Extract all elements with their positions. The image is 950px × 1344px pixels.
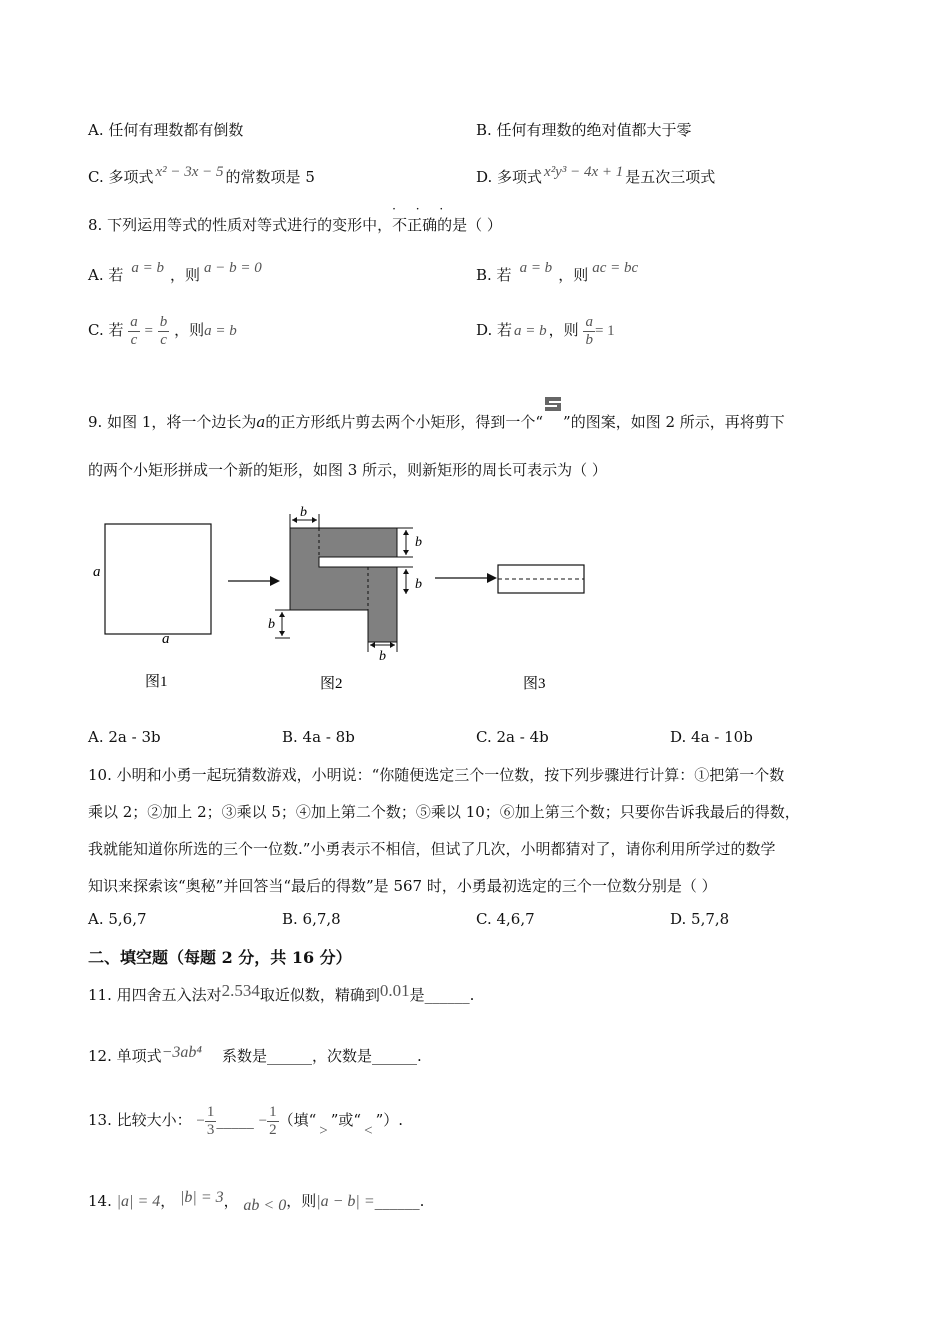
fig3-caption: 图3: [523, 676, 546, 692]
fig2-caption: 图2: [320, 676, 343, 692]
q8-option-a: A. 若 a = b ，则 a − b = 0: [88, 260, 262, 284]
q7-option-a: A. 任何有理数都有倒数: [88, 121, 244, 139]
fig2-label-b-bottom: b: [379, 649, 386, 664]
fig1-square: [105, 524, 211, 634]
q13: 13. 比较大小： − $\frac{1}{3}$ _____ − $\frac{1}{2}$ （填“>”或“<”）.: [88, 1104, 404, 1139]
q8-option-c: C. 若 $\frac{a}{c}$ = $\frac{b}{c}$ ，则a = b: [88, 314, 237, 348]
q7-option-d: D. 多项式 x²y³ − 4x + 1 是五次三项式: [476, 164, 716, 186]
fig1-label-a-bottom: a: [162, 631, 170, 647]
fig2-label-b-right-lower: b: [415, 577, 422, 592]
s-shape-icon: [543, 395, 563, 413]
fig1-caption: 图1: [145, 674, 168, 690]
q8-stem: 8. 下列运用等式的性质对等式进行的变形中，不正确 · · · 的是（ ）: [88, 202, 502, 234]
fig2-label-b-right-upper: b: [415, 535, 422, 550]
q8-option-d: D. 若 a = b ，则 $\frac{a}{b}$ = 1: [476, 314, 615, 348]
q9-figures: [85, 500, 605, 700]
q7-option-b: B. 任何有理数的绝对值都大于零: [476, 121, 692, 139]
q9-stem-line1: 9. 如图 1，将一个边长为a的正方形纸片剪去两个小矩形，得到一个“ ”的图案，如图 2 所示，再将剪下: [88, 409, 785, 432]
q9-option-d: D. 4a - 10b: [670, 728, 753, 746]
fig2-label-b-top: b: [300, 505, 307, 520]
q10-option-a: A. 5,6,7: [88, 910, 147, 928]
q11: 11. 用四舍五入法对2.534取近似数，精确到0.01是______.: [88, 981, 475, 1004]
q7-option-c: C. 多项式 x² − 3x − 5 的常数项是 5: [88, 164, 315, 186]
section-2-title: 二、填空题（每题 2 分，共 16 分）: [88, 948, 352, 967]
q9-option-b: B. 4a - 8b: [282, 728, 355, 746]
q10-option-d: D. 5,7,8: [670, 910, 730, 928]
q10-line3: 我就能知道你所选的三个一位数.”小勇表示不相信，但试了几次，小明都猜对了，请你利用所学过的数学: [88, 840, 776, 858]
q8-option-b: B. 若 a = b ，则 ac = bc: [476, 260, 639, 284]
q10-line2: 乘以 2；②加上 2；③乘以 5；④加上第二个数；⑤乘以 10；⑥加上第三个数；只要你告诉我最后的得数，: [88, 803, 800, 821]
q14: 14. |a| = 4， |b| = 3， ab < 0，则|a − b| =______.: [88, 1189, 425, 1214]
q10-option-b: B. 6,7,8: [282, 910, 341, 928]
q9-stem-line2: 的两个小矩形拼成一个新的矩形，如图 3 所示，则新矩形的周长可表示为（ ）: [88, 461, 607, 479]
q10-line4: 知识来探索该“奥秘”并回答当“最后的得数”是 567 时，小勇最初选定的三个一位数分别是（ ）: [88, 877, 717, 895]
emphasis-dots: 不正确 · · ·: [392, 202, 452, 234]
q9-option-a: A. 2a - 3b: [88, 728, 161, 746]
q9-option-c: C. 2a - 4b: [476, 728, 549, 746]
fig1-label-a-left: a: [93, 564, 101, 580]
q12: 12. 单项式−3ab⁴ 系数是______，次数是______.: [88, 1044, 422, 1065]
q10-line1: 10. 小明和小勇一起玩猜数游戏，小明说：“你随便选定三个一位数，按下列步骤进行计算：①把第一个数: [88, 766, 785, 784]
fig2-label-b-left: b: [268, 617, 275, 632]
q10-option-c: C. 4,6,7: [476, 910, 535, 928]
